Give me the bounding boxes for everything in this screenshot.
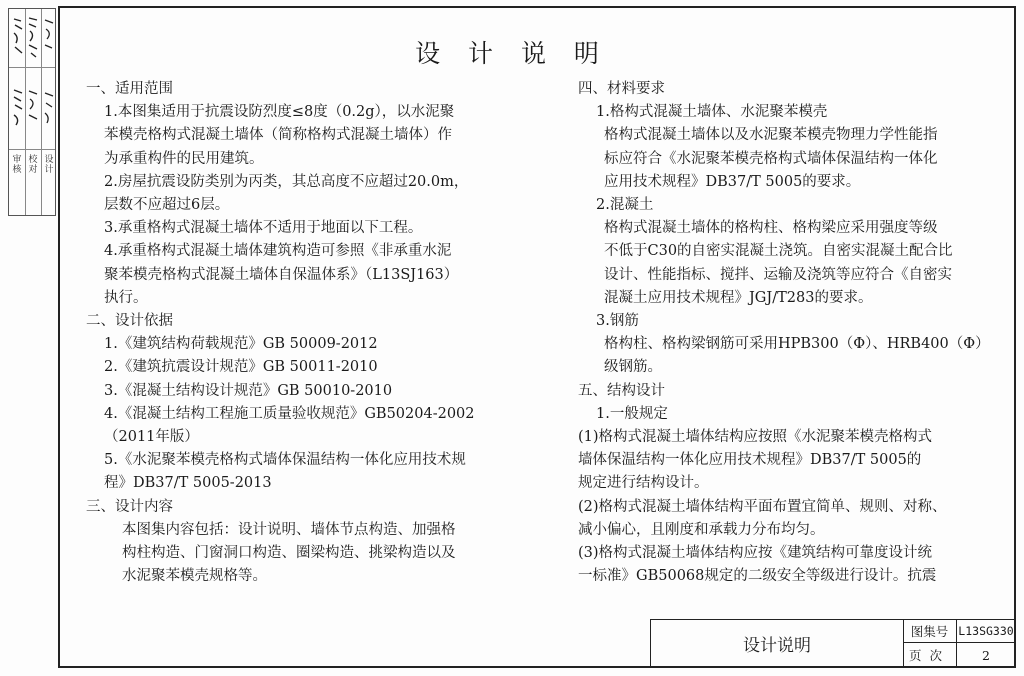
text-line: 设计、性能指标、搅拌、运输及浇筑等应符合《自密实 [604, 266, 952, 283]
atlas-number-value: L13SG330 [957, 620, 1015, 643]
text-line: 级钢筋。 [604, 359, 662, 376]
paragraph [86, 519, 526, 589]
atlas-number-label: 图集号 [903, 620, 957, 643]
text-line: 执行。 [104, 289, 148, 306]
text-line: 为承重构件的民用建筑。 [104, 150, 264, 167]
text-line: (3)格构式混凝土墙体结构应按《建筑结构可靠度设计统 [578, 545, 933, 562]
paragraph [578, 101, 998, 124]
text-line: 5.《水泥聚苯模壳格构式墙体保温结构一体化应用技术规 [104, 452, 466, 469]
text-line: 2.《建筑抗震设计规范》GB 50011-2010 [104, 359, 378, 376]
text-line: 五、结构设计 [578, 382, 665, 399]
text-line: 层数不应超过6层。 [104, 197, 230, 214]
paragraph [86, 356, 526, 379]
text-line: 一、适用范围 [86, 81, 173, 97]
right-column [578, 78, 998, 588]
text-line: 构柱构造、门窗洞口构造、圈梁构造、挑梁构造以及 [122, 545, 456, 562]
paragraph [578, 496, 998, 542]
text-line: 一标准》GB50068规定的二级安全等级进行设计。抗震 [578, 568, 937, 585]
page-number-value: 2 [982, 647, 990, 663]
section-heading [578, 380, 998, 403]
section-heading [578, 78, 998, 101]
paragraph [86, 217, 526, 240]
text-line: 混凝土应用技术规程》JGJ/T283的要求。 [604, 289, 873, 306]
paragraph [578, 542, 998, 588]
text-line: 1.一般规定 [596, 405, 668, 422]
text-line: 减小偏心，且刚度和承载力分布均匀。 [578, 521, 825, 538]
text-line: 3.钢筋 [596, 313, 639, 330]
text-line: 1.本图集适用于抗震设防烈度≤8度（0.2g），以水泥聚 [104, 104, 455, 121]
text-line: 水泥聚苯模壳规格等。 [122, 568, 267, 585]
section-heading [86, 78, 526, 101]
paragraph [86, 101, 526, 171]
text-line: 程》DB37/T 5005-2013 [104, 475, 272, 492]
signature-mark [11, 87, 25, 131]
paragraph [86, 403, 526, 449]
text-line: 三、设计内容 [86, 498, 173, 515]
text-line: 格构式混凝土墙体以及水泥聚苯模壳物理力学性能指 [604, 127, 938, 144]
text-line: 1.《建筑结构荷载规范》GB 50009-2012 [104, 336, 378, 353]
text-line: 二、设计依据 [86, 313, 173, 330]
paragraph [578, 124, 998, 194]
text-line: 不低于C30的自密实混凝土浇筑。自密实混凝土配合比 [604, 243, 953, 260]
text-line: 2.房屋抗震设防类别为丙类，其总高度不应超过20.0m， [104, 173, 469, 190]
section-heading [86, 310, 526, 333]
text-line: 应用技术规程》DB37/T 5005的要求。 [604, 173, 861, 190]
paragraph [578, 333, 998, 379]
text-line: 苯模壳格构式混凝土墙体（简称格构式混凝土墙体）作 [104, 127, 452, 144]
text-line: 四、材料要求 [578, 81, 665, 97]
text-line: 3.《混凝土结构设计规范》GB 50010-2010 [104, 382, 393, 399]
text-line: 格构柱、格构梁钢筋可采用HPB300（Φ）、HRB400（Φ） [604, 336, 990, 353]
page-number-label: 页次 [903, 643, 957, 667]
strip-label-review: 审 核 [12, 155, 22, 175]
paragraph [86, 240, 526, 310]
title-block-name: 设计说明 [651, 620, 904, 667]
text-line: 1.格构式混凝土墙体、水泥聚苯模壳 [596, 104, 828, 121]
text-line: 标应符合《水泥聚苯模壳格构式墙体保温结构一体化 [604, 150, 938, 167]
text-line: 格构式混凝土墙体的格构柱、格构梁应采用强度等级 [604, 220, 938, 237]
text-line: 4.承重格构式混凝土墙体建筑构造可参照《非承重水泥 [104, 243, 452, 260]
text-line: (2)格构式混凝土墙体结构平面布置宜简单、规则、对称、 [578, 498, 947, 515]
title-block [650, 619, 1016, 668]
paragraph [578, 217, 998, 310]
paragraph [86, 333, 526, 356]
paragraph [86, 171, 526, 217]
document-title: 设 计 说 明 [415, 39, 609, 68]
paragraph [578, 310, 998, 333]
text-line: (1)格构式混凝土墙体结构应按照《水泥聚苯模壳格构式 [578, 429, 933, 446]
text-line: 2.混凝土 [596, 197, 654, 214]
signature-mark [26, 87, 40, 131]
paragraph [86, 449, 526, 495]
paragraph [578, 403, 998, 426]
text-line: 3.承重格构式混凝土墙体不适用于地面以下工程。 [104, 220, 423, 237]
left-column [86, 78, 526, 588]
text-line: 4.《混凝土结构工程施工质量验收规范》GB50204-2002 [104, 405, 475, 422]
text-line: （2011年版） [104, 429, 199, 446]
paragraph [578, 426, 998, 496]
text-line: 本图集内容包括：设计说明、墙体节点构造、加强格 [122, 521, 456, 538]
text-line: 墙体保温结构一体化应用技术规程》DB37/T 5005的 [578, 452, 922, 469]
paragraph [86, 380, 526, 403]
strip-label-design: 设 计 [44, 155, 54, 175]
paragraph [578, 194, 998, 217]
text-line: 规定进行结构设计。 [578, 475, 709, 492]
text-line: 聚苯模壳格构式混凝土墙体自保温体系》（L13SJ163） [104, 266, 459, 283]
section-heading [86, 496, 526, 519]
strip-label-check: 校 对 [28, 155, 38, 175]
signature-mark [42, 87, 56, 131]
